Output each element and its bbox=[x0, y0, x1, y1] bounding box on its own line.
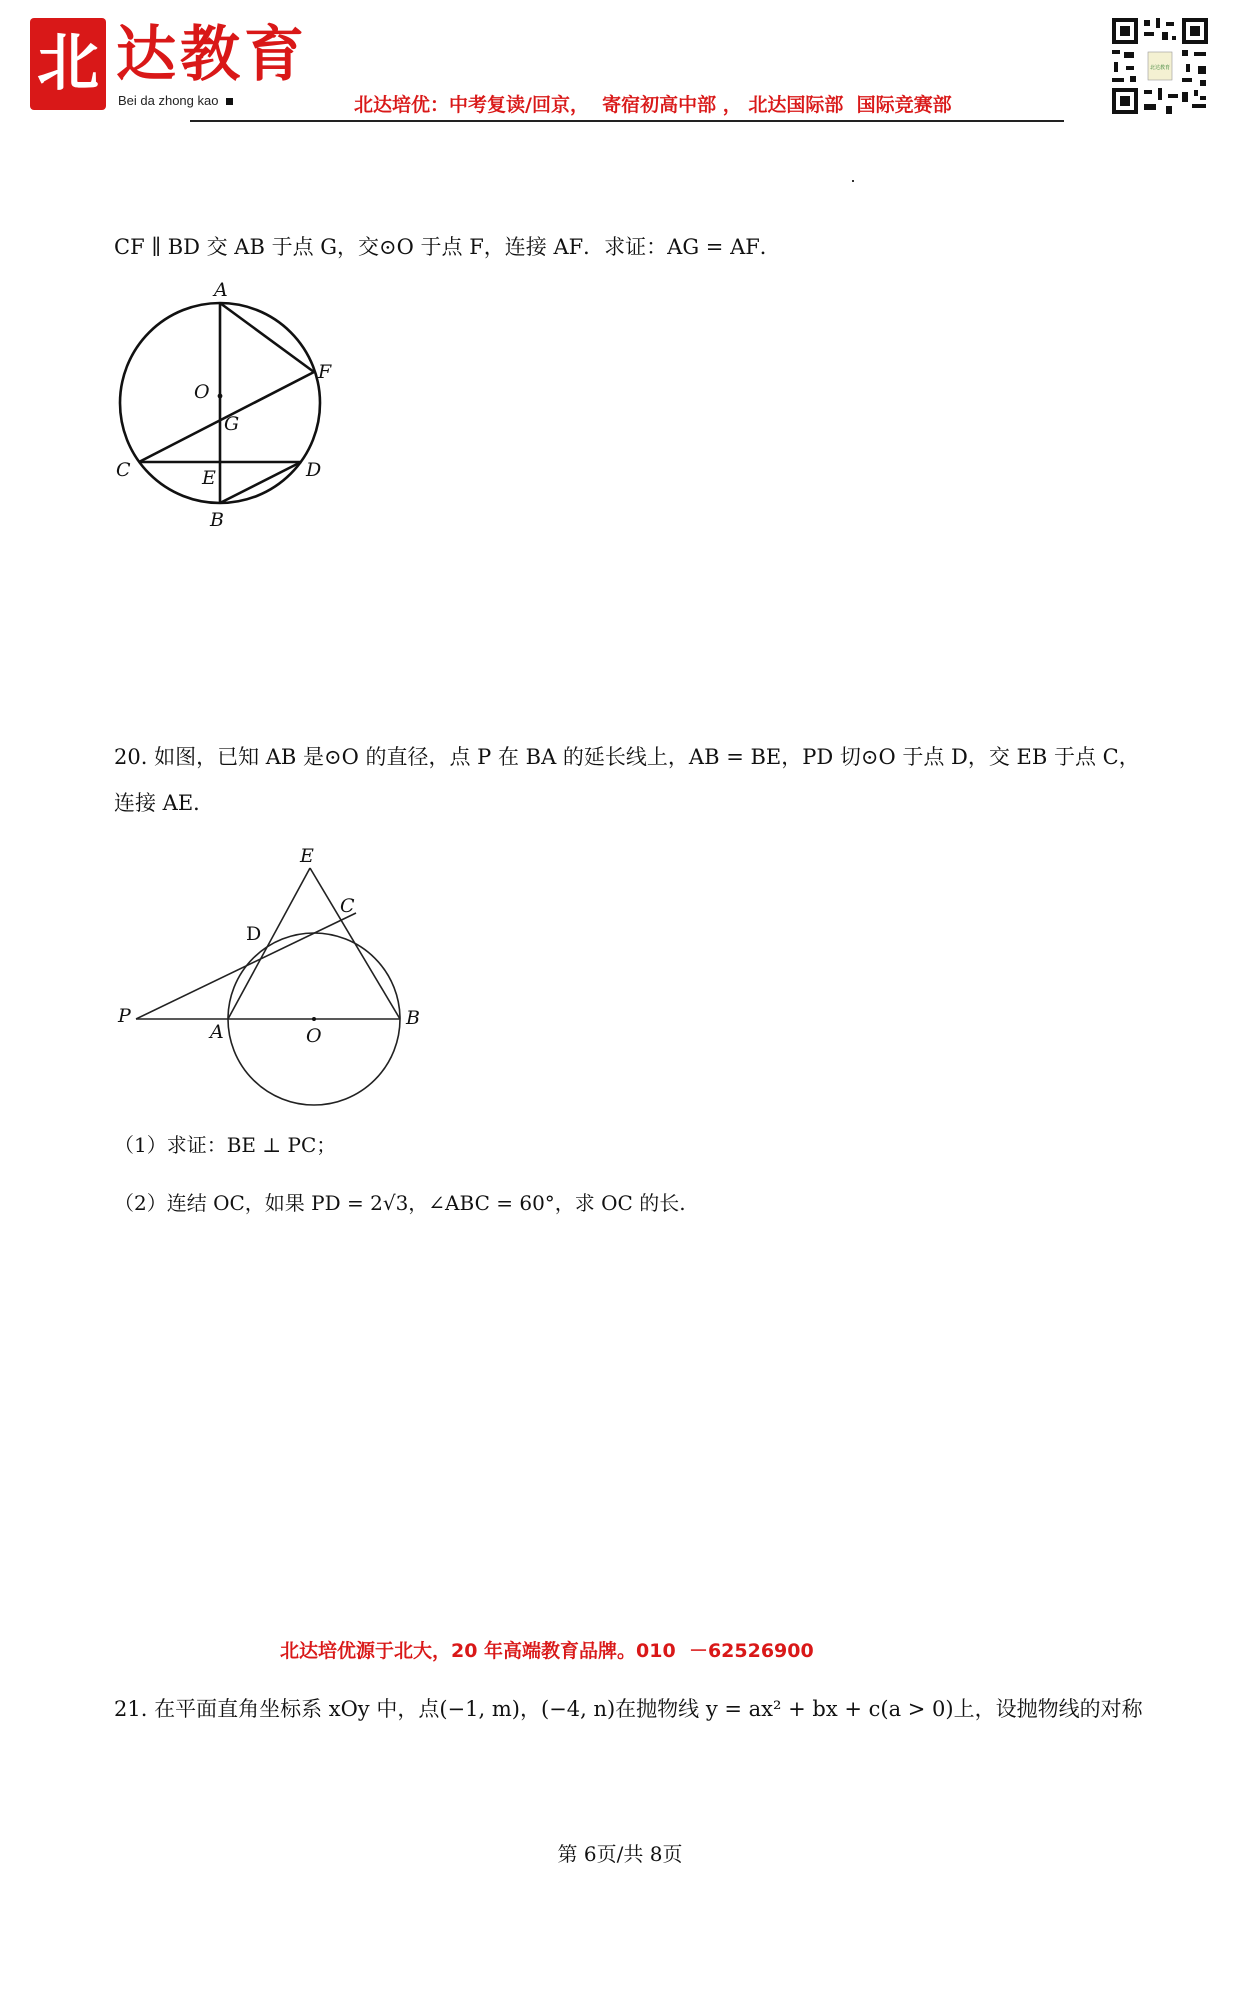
qr-caption: 北达教育 bbox=[1149, 65, 1171, 71]
logo-mark bbox=[30, 18, 106, 110]
logo-subtitle bbox=[118, 93, 233, 108]
problem20-figure bbox=[110, 832, 440, 1122]
label-o: O bbox=[306, 1025, 322, 1047]
logo-square-icon bbox=[226, 98, 233, 105]
label-c: C bbox=[340, 895, 355, 917]
problem19-text: CF ∥ BD 交 AB 于点 G，交⊙O 于点 F，连接 AF．求证：AG = AF． bbox=[114, 235, 781, 259]
segment-eb bbox=[310, 868, 400, 1019]
label-o: O bbox=[194, 381, 210, 403]
page-number: 第 6页/共 8页 bbox=[557, 1842, 683, 1866]
label-e: E bbox=[202, 467, 216, 489]
problem21-line: 21. 在平面直角坐标系 xOy 中，点(−1, m)，(−4, n)在抛物线 y = ax² + bx + c(a > 0)上，设抛物线的对称 bbox=[114, 1697, 1143, 1721]
label-b: B bbox=[406, 1007, 420, 1029]
problem20-q2: （2）连结 OC，如果 PD = 2√3，∠ABC = 60°，求 OC 的长. bbox=[114, 1191, 686, 1215]
header-divider bbox=[190, 120, 1064, 122]
label-a: A bbox=[214, 280, 228, 301]
logo-char: 北 bbox=[36, 26, 99, 99]
stray-dot bbox=[852, 180, 854, 182]
label-p: P bbox=[118, 1005, 131, 1027]
segment-ae bbox=[228, 868, 310, 1019]
label-a: A bbox=[210, 1021, 224, 1043]
center-o-dot bbox=[312, 1017, 316, 1021]
label-c: C bbox=[116, 459, 131, 481]
label-b: B bbox=[210, 509, 224, 531]
logo-subtitle-text: Bei da zhong kao bbox=[118, 93, 219, 108]
logo-text: 达教育 bbox=[116, 20, 308, 90]
promo-banner: 北达培优源于北大，20 年高端教育品牌。010 －62526900 bbox=[280, 1640, 814, 1662]
problem20-q1: （1）求证：BE ⊥ PC； bbox=[114, 1133, 337, 1157]
label-d: D bbox=[246, 923, 262, 945]
segment-bd bbox=[220, 462, 301, 503]
header-slogan: 北达培优：中考复读/回京， 寄宿初高中部 ， 北达国际部 国际竞赛部 bbox=[354, 94, 952, 116]
label-d: D bbox=[306, 459, 322, 481]
qr-code-icon bbox=[1110, 16, 1210, 116]
problem19-figure bbox=[110, 280, 350, 540]
center-o-dot bbox=[218, 394, 223, 399]
label-f: F bbox=[318, 361, 332, 383]
problem20-line1: 20. 如图，已知 AB 是⊙O 的直径，点 P 在 BA 的延长线上，AB = BE，PD 切⊙O 于点 D，交 EB 于点 C， bbox=[114, 745, 1140, 769]
label-e: E bbox=[300, 845, 314, 867]
problem20-line2: 连接 AE． bbox=[114, 791, 215, 815]
label-g: G bbox=[224, 413, 240, 435]
